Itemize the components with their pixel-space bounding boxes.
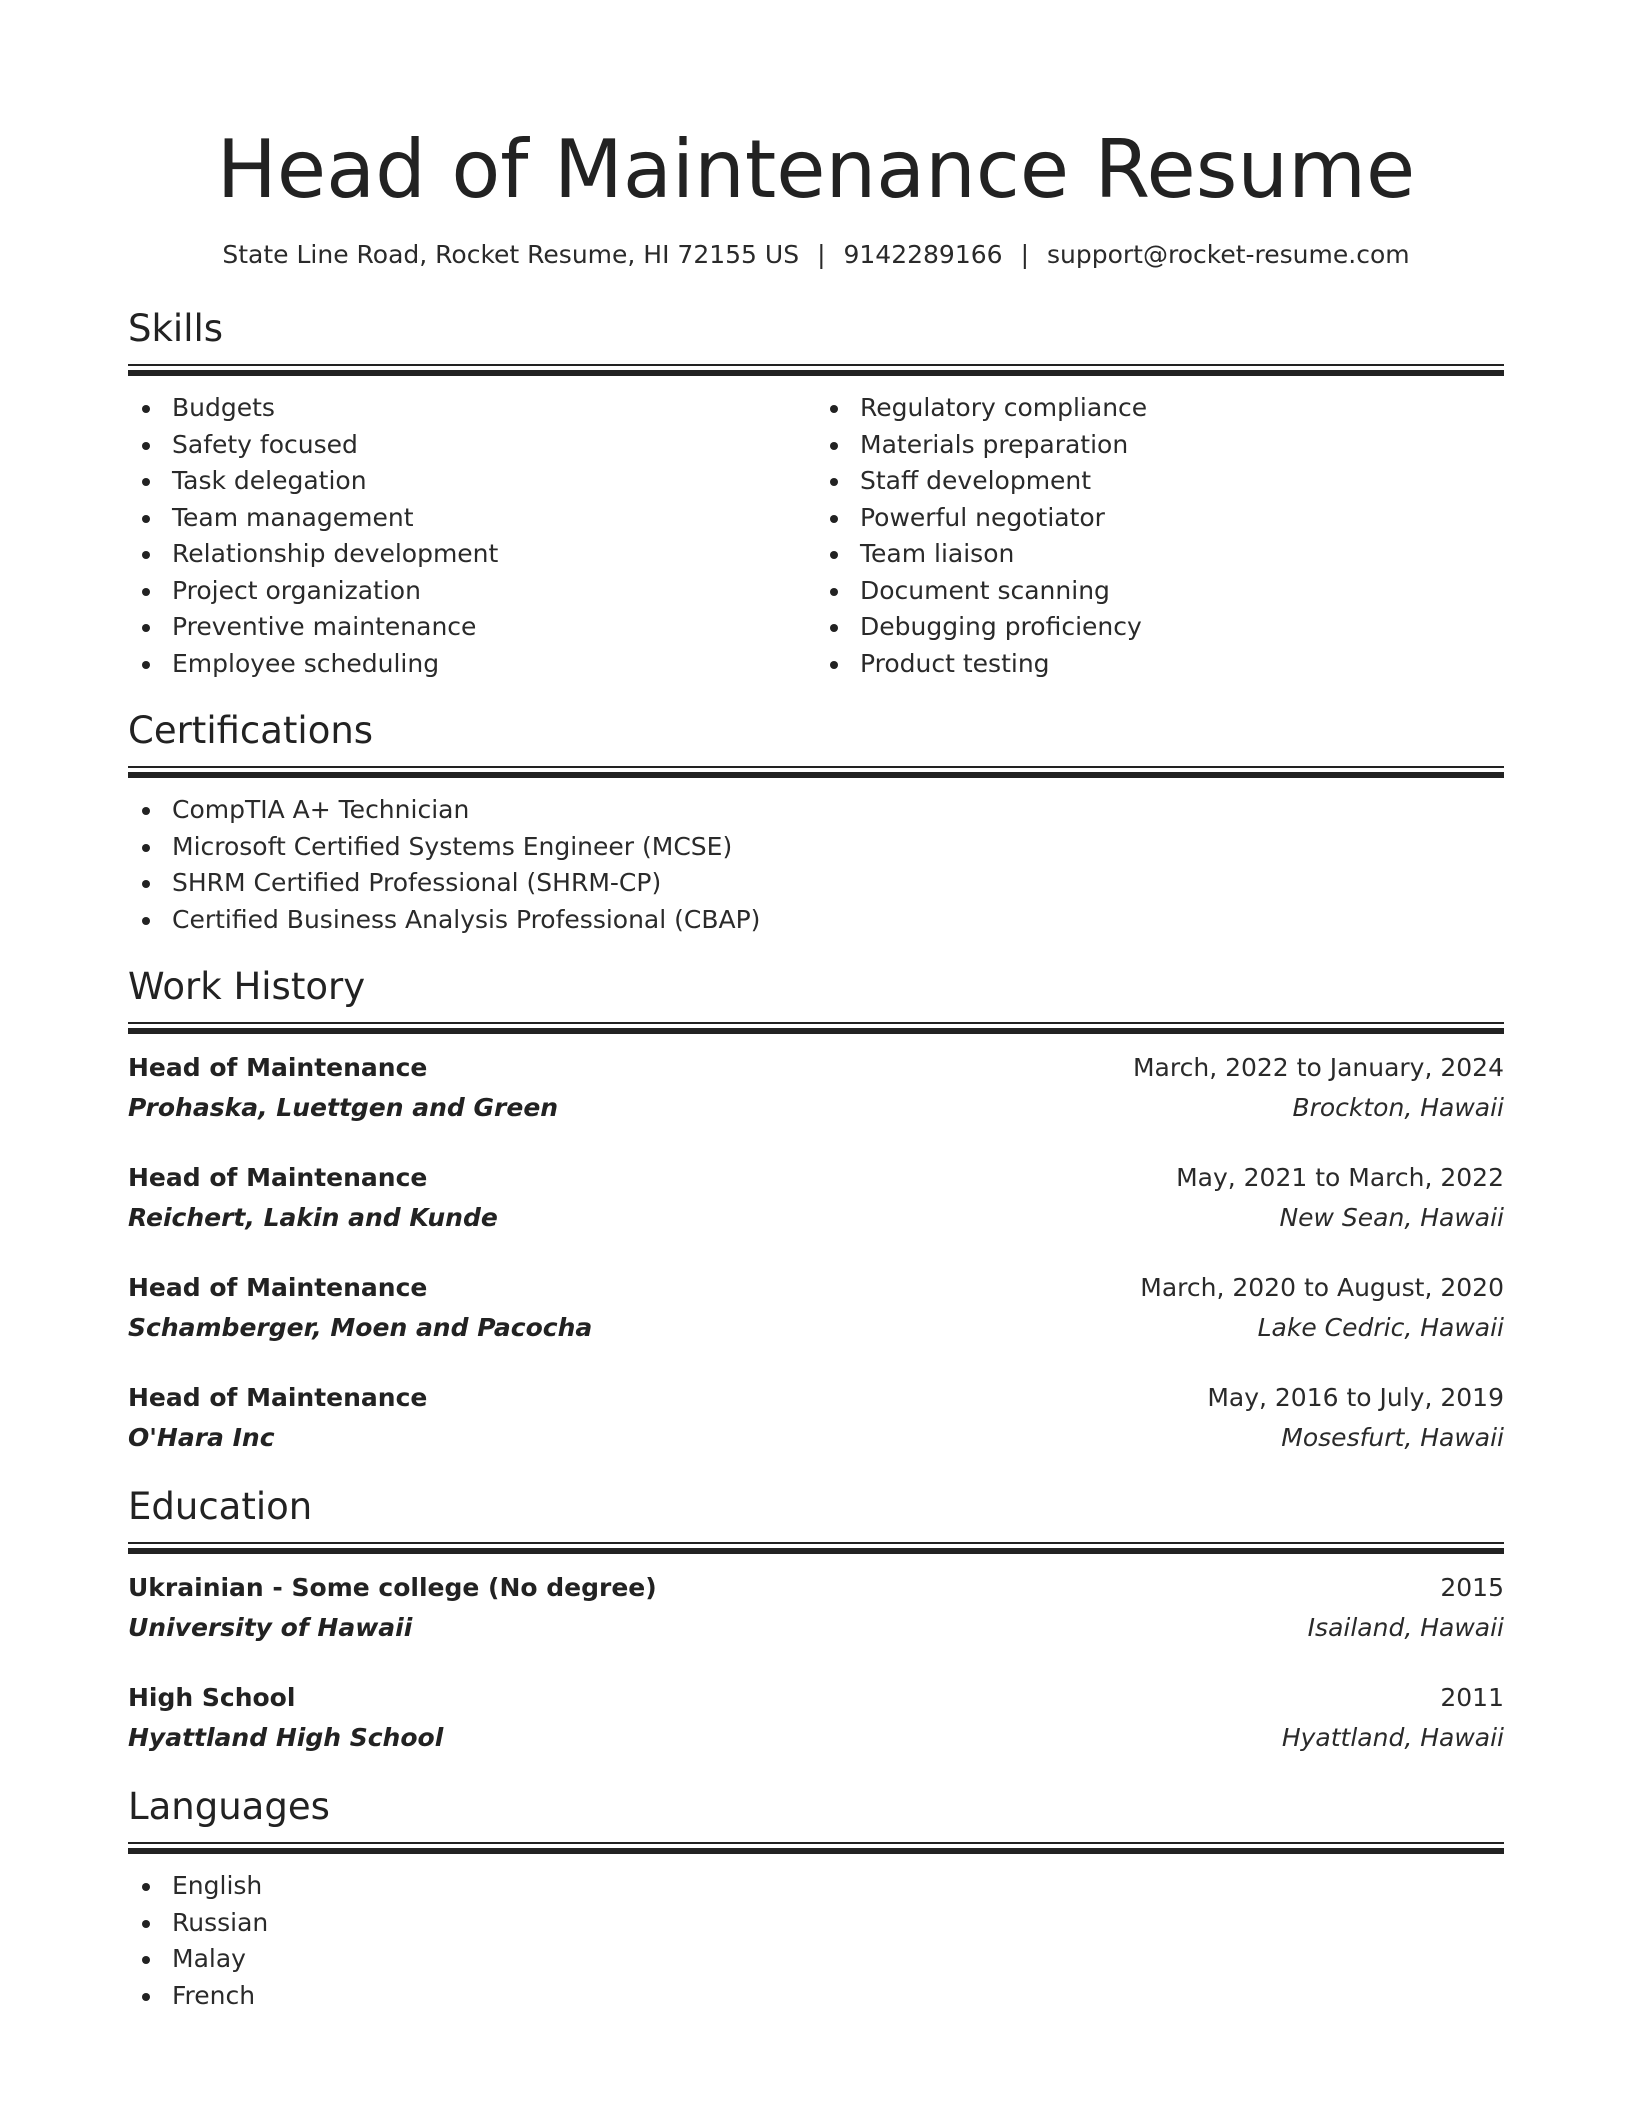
- job-entry: [128, 1268, 1504, 1348]
- education-degree: Ukrainian - Some college (No degree): [128, 1573, 657, 1602]
- job-title: Head of Maintenance: [128, 1273, 428, 1302]
- job-company: Reichert, Lakin and Kunde: [128, 1203, 498, 1232]
- skill-item: Safety focused: [128, 427, 816, 464]
- education-entries: [128, 1568, 1504, 1758]
- job-dates: March, 2020 to August, 2020: [1140, 1273, 1504, 1302]
- education-section: [128, 1484, 1504, 1758]
- education-school: Hyattland High School: [128, 1723, 444, 1752]
- skill-item: Preventive maintenance: [128, 609, 816, 646]
- skill-item: Debugging proficiency: [816, 609, 1504, 646]
- job-dates: March, 2022 to January, 2024: [1132, 1053, 1504, 1082]
- skill-item: Employee scheduling: [128, 646, 816, 683]
- skill-item: Relationship development: [128, 536, 816, 573]
- languages-section: [128, 1784, 1504, 2014]
- language-item: Malay: [128, 1941, 1504, 1978]
- skill-item: Product testing: [816, 646, 1504, 683]
- job-location: Lake Cedric, Hawaii: [1257, 1313, 1504, 1342]
- contact-separator: |: [1020, 240, 1029, 269]
- job-dates: May, 2016 to July, 2019: [1207, 1383, 1504, 1412]
- job-location: Brockton, Hawaii: [1292, 1093, 1504, 1122]
- skill-item: Budgets: [128, 390, 816, 427]
- contact-line: [128, 238, 1504, 272]
- education-degree: High School: [128, 1683, 296, 1712]
- skills-list-left: [128, 390, 816, 682]
- work-history-section: [128, 964, 1504, 1458]
- education-school: University of Hawaii: [128, 1613, 413, 1642]
- section-title-work-history: Work History: [128, 965, 366, 1008]
- job-entry: [128, 1378, 1504, 1458]
- education-year: 2011: [1440, 1683, 1504, 1712]
- job-entry: [128, 1048, 1504, 1128]
- certifications-list: [128, 792, 1504, 938]
- skills-section: [128, 306, 1504, 682]
- contact-email: support@rocket-resume.com: [1047, 240, 1410, 269]
- certification-item: CompTIA A+ Technician: [128, 792, 1504, 829]
- job-location: New Sean, Hawaii: [1279, 1203, 1504, 1232]
- work-history-entries: [128, 1048, 1504, 1458]
- contact-address: State Line Road, Rocket Resume, HI 72155 US: [222, 240, 800, 269]
- contact-separator: |: [817, 240, 826, 269]
- job-location: Mosesfurt, Hawaii: [1281, 1423, 1504, 1452]
- education-entry: [128, 1678, 1504, 1758]
- skill-item: Team management: [128, 500, 816, 537]
- contact-phone: 9142289166: [843, 240, 1003, 269]
- language-item: Russian: [128, 1905, 1504, 1942]
- section-title-languages: Languages: [128, 1785, 330, 1828]
- job-company: Prohaska, Luettgen and Green: [128, 1093, 559, 1122]
- job-company: O'Hara Inc: [128, 1423, 275, 1452]
- section-divider: [128, 766, 1504, 778]
- skill-item: Regulatory compliance: [816, 390, 1504, 427]
- skill-item: Powerful negotiator: [816, 500, 1504, 537]
- certifications-section: [128, 708, 1504, 938]
- skill-item: Staff development: [816, 463, 1504, 500]
- skill-item: Materials preparation: [816, 427, 1504, 464]
- section-title-education: Education: [128, 1485, 313, 1528]
- skill-item: Project organization: [128, 573, 816, 610]
- language-item: French: [128, 1978, 1504, 2015]
- skills-list-right: [816, 390, 1504, 682]
- certification-item: SHRM Certified Professional (SHRM-CP): [128, 865, 1504, 902]
- job-title: Head of Maintenance: [128, 1053, 428, 1082]
- education-entry: [128, 1568, 1504, 1648]
- skill-item: Document scanning: [816, 573, 1504, 610]
- section-divider: [128, 1542, 1504, 1554]
- job-entry: [128, 1158, 1504, 1238]
- language-item: English: [128, 1868, 1504, 1905]
- skills-columns: [128, 390, 1504, 682]
- job-dates: May, 2021 to March, 2022: [1176, 1163, 1504, 1192]
- section-divider: [128, 1022, 1504, 1034]
- languages-list: [128, 1868, 1504, 2014]
- education-location: Isailand, Hawaii: [1307, 1613, 1504, 1642]
- job-company: Schamberger, Moen and Pacocha: [128, 1313, 593, 1342]
- education-location: Hyattland, Hawaii: [1281, 1723, 1504, 1752]
- job-title: Head of Maintenance: [128, 1383, 428, 1412]
- certification-item: Certified Business Analysis Professional (CBAP): [128, 902, 1504, 939]
- skill-item: Team liaison: [816, 536, 1504, 573]
- section-divider: [128, 1842, 1504, 1854]
- education-year: 2015: [1440, 1573, 1504, 1602]
- job-title: Head of Maintenance: [128, 1163, 428, 1192]
- skill-item: Task delegation: [128, 463, 816, 500]
- section-title-skills: Skills: [128, 307, 224, 350]
- section-title-certifications: Certifications: [128, 709, 374, 752]
- resume-title: Head of Maintenance Resume: [216, 123, 1416, 216]
- certification-item: Microsoft Certified Systems Engineer (MCSE): [128, 829, 1504, 866]
- section-divider: [128, 364, 1504, 376]
